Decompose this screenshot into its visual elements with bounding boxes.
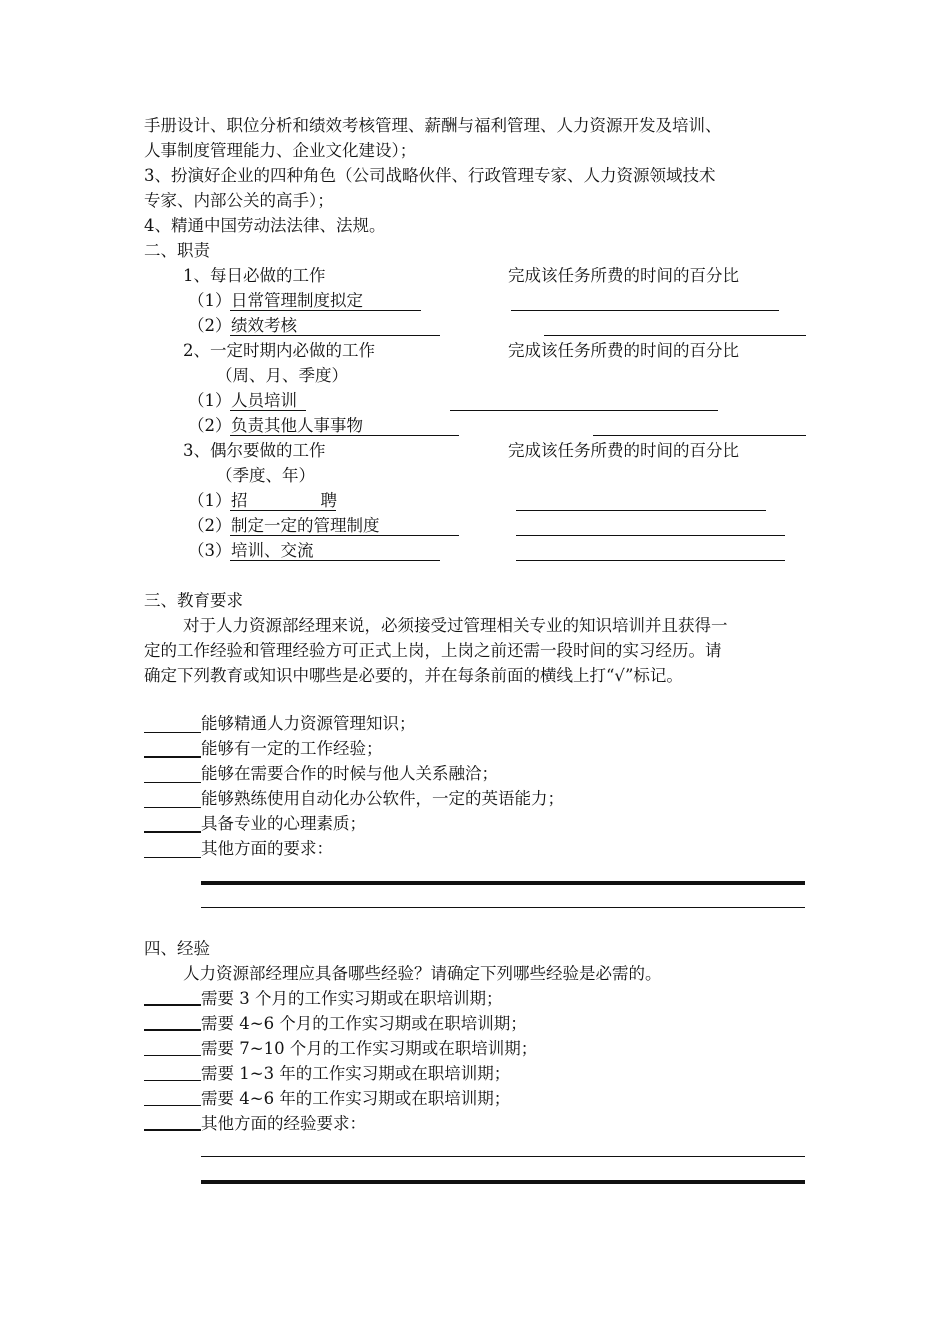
occasional-item-1-label: 招 聘 — [231, 491, 337, 510]
education-check-blank-1[interactable] — [144, 732, 201, 733]
education-check-blank-6[interactable] — [144, 857, 201, 858]
education-item-5: 具备专业的心理素质； — [201, 814, 366, 833]
education-item-4: 能够熟练使用自动化办公软件，一定的英语能力； — [201, 789, 564, 808]
experience-other-line-1[interactable] — [201, 1156, 805, 1157]
experience-item-4: 需要 1~3 年的工作实习期或在职培训期； — [201, 1064, 511, 1083]
experience-heading: 四、经验 — [144, 939, 210, 958]
experience-check-blank-3[interactable] — [144, 1055, 201, 1056]
periodic-item-1-underline — [230, 410, 306, 411]
education-item-1: 能够精通人力资源管理知识； — [201, 714, 416, 733]
experience-check-blank-2[interactable] — [144, 1029, 201, 1031]
daily-item-1: 日常管理制度拟定 — [231, 291, 363, 310]
education-para-2: 定的工作经验和管理经验方可正式上岗，上岗之前还需一段时间的实习经历。请 — [144, 641, 722, 660]
periodic-item-2-underline — [230, 435, 459, 436]
periodic-item-2-number: （2） — [188, 416, 232, 435]
occasional-title: 3、偶尔要做的工作 — [183, 441, 326, 460]
periodic-item-1: 人员培训 — [231, 391, 297, 410]
daily-item-2-number: （2） — [188, 316, 232, 335]
occasional-item-3-underline — [230, 560, 440, 561]
daily-item-1-number: （1） — [188, 291, 232, 310]
periodic-item-2-percent-field[interactable] — [593, 435, 806, 436]
occasional-item-1-number: （1） — [188, 491, 232, 510]
periodic-percent-label: 完成该任务所费的时间的百分比 — [508, 341, 739, 360]
daily-title: 1、每日必做的工作 — [183, 266, 326, 285]
intro-line-4: 专家、内部公关的高手）； — [144, 191, 334, 210]
occasional-item-2-number: （2） — [188, 516, 232, 535]
occasional-percent-label: 完成该任务所费的时间的百分比 — [508, 441, 739, 460]
occasional-item-3-number: （3） — [188, 541, 232, 560]
daily-item-2-percent-field[interactable] — [544, 335, 806, 336]
education-para-1: 对于人力资源部经理来说，必须接受过管理相关专业的知识培训并且获得一 — [183, 616, 728, 635]
occasional-item-3: 培训、交流 — [231, 541, 314, 560]
experience-item-2: 需要 4~6 个月的工作实习期或在职培训期； — [201, 1014, 527, 1033]
experience-other-line-2[interactable] — [201, 1180, 805, 1184]
periodic-subtitle: （周、月、季度） — [216, 366, 348, 385]
education-para-3: 确定下列教育或知识中哪些是必要的，并在每条前面的横线上打“√”标记。 — [144, 666, 683, 685]
occasional-item-2-underline — [230, 535, 459, 536]
education-item-6: 其他方面的要求： — [201, 839, 333, 858]
education-check-blank-3[interactable] — [144, 782, 201, 783]
occasional-item-2: 制定一定的管理制度 — [231, 516, 380, 535]
education-check-blank-2[interactable] — [144, 756, 201, 758]
education-other-line-1[interactable] — [201, 881, 805, 885]
experience-check-blank-6[interactable] — [144, 1129, 201, 1131]
education-check-blank-4[interactable] — [144, 807, 201, 808]
occasional-item-1-underline — [230, 510, 336, 511]
daily-item-1-percent-field[interactable] — [511, 310, 779, 311]
periodic-title: 2、一定时期内必做的工作 — [183, 341, 375, 360]
experience-intro: 人力资源部经理应具备哪些经验？请确定下列哪些经验是必需的。 — [183, 964, 662, 983]
experience-item-1: 需要 3 个月的工作实习期或在职培训期； — [201, 989, 503, 1008]
periodic-item-1-percent-field[interactable] — [450, 410, 718, 411]
education-item-3: 能够在需要合作的时候与他人关系融洽； — [201, 764, 498, 783]
education-item-2: 能够有一定的工作经验； — [201, 739, 383, 758]
education-check-blank-5[interactable] — [144, 831, 201, 833]
education-heading: 三、教育要求 — [144, 591, 243, 610]
experience-item-3: 需要 7~10 个月的工作实习期或在职培训期； — [201, 1039, 538, 1058]
experience-check-blank-1[interactable] — [144, 1004, 201, 1006]
occasional-subtitle: （季度、年） — [216, 466, 315, 485]
occasional-item-3-percent-field[interactable] — [516, 560, 785, 561]
occasional-item-1 — [231, 490, 337, 512]
occasional-item-2-percent-field[interactable] — [516, 535, 785, 536]
periodic-item-1-number: （1） — [188, 391, 232, 410]
duties-heading: 二、职责 — [144, 241, 210, 260]
intro-line-2: 人事制度管理能力、企业文化建设）； — [144, 141, 417, 160]
experience-item-5: 需要 4~6 年的工作实习期或在职培训期； — [201, 1089, 511, 1108]
daily-item-2: 绩效考核 — [231, 316, 297, 335]
experience-item-6: 其他方面的经验要求： — [201, 1114, 366, 1133]
experience-check-blank-4[interactable] — [144, 1080, 201, 1081]
intro-line-1: 手册设计、职位分析和绩效考核管理、薪酬与福利管理、人力资源开发及培训、 — [144, 116, 722, 135]
daily-item-2-underline — [230, 335, 440, 336]
experience-check-blank-5[interactable] — [144, 1105, 201, 1106]
education-other-line-2[interactable] — [201, 907, 805, 908]
intro-line-5: 4、精通中国劳动法法律、法规。 — [144, 216, 386, 235]
periodic-item-2: 负责其他人事事物 — [231, 416, 363, 435]
daily-percent-label: 完成该任务所费的时间的百分比 — [508, 266, 739, 285]
daily-item-1-underline — [230, 310, 421, 311]
intro-line-3: 3、扮演好企业的四种角色（公司战略伙伴、行政管理专家、人力资源领域技术 — [144, 166, 716, 185]
occasional-item-1-percent-field[interactable] — [516, 510, 766, 511]
